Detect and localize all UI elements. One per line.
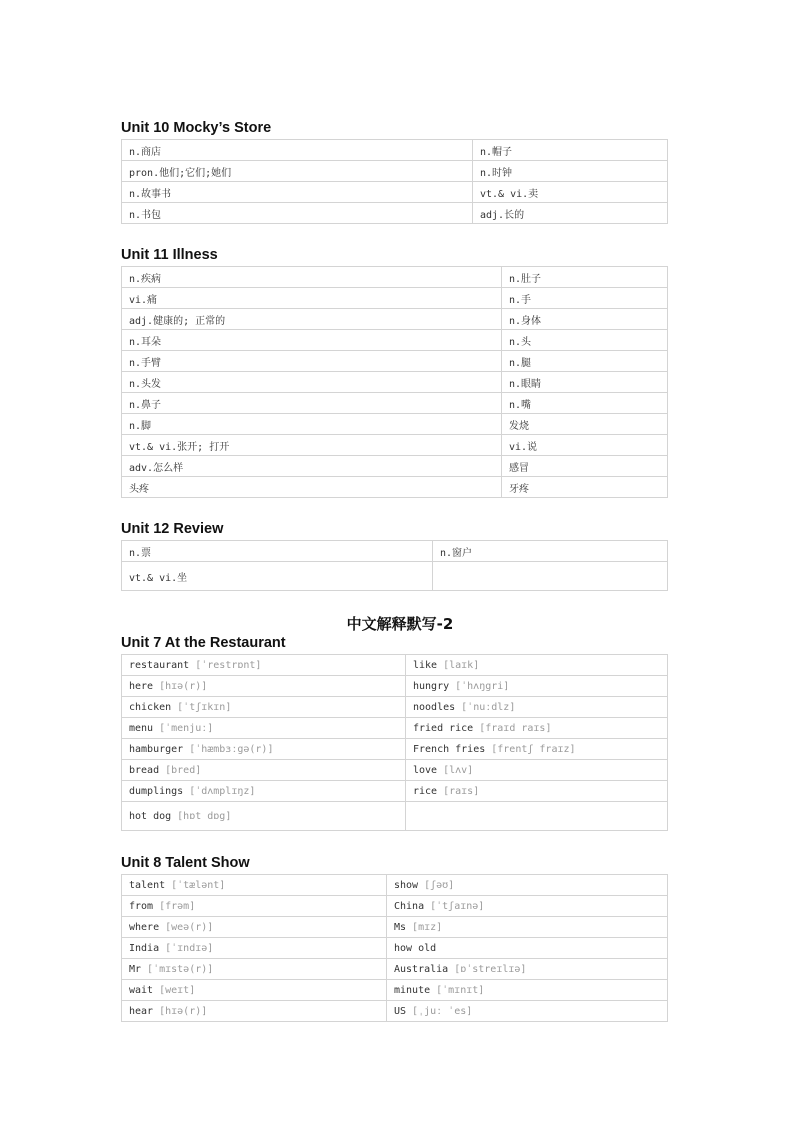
table-row — [122, 541, 668, 562]
table-row — [122, 435, 668, 456]
word-cell — [122, 980, 387, 1001]
definition-cell: n.腿 — [502, 351, 668, 372]
phonetic: [ˈmenjuː] — [159, 722, 214, 734]
word-cell — [406, 760, 668, 781]
table-row — [122, 676, 668, 697]
word-cell — [406, 676, 668, 697]
word: from — [129, 900, 154, 912]
word: hamburger — [129, 743, 184, 755]
definition-cell: pron.他们;它们;她们 — [122, 161, 473, 182]
word-cell — [387, 875, 668, 896]
phonetic: [ˈmɪnɪt] — [436, 984, 485, 996]
definition-cell: n.帽子 — [473, 140, 668, 161]
table-row — [122, 161, 668, 182]
definition-cell: n.头发 — [122, 372, 502, 393]
word-cell — [387, 896, 668, 917]
phonetic: [laɪk] — [443, 659, 480, 671]
word: bread — [129, 764, 160, 776]
table-row — [122, 288, 668, 309]
phonetic: [ˈnuːdlz] — [461, 701, 516, 713]
definition-cell: n.眼睛 — [502, 372, 668, 393]
definition-cell — [433, 562, 668, 591]
table-row — [122, 802, 668, 831]
table-row — [122, 917, 668, 938]
word-cell — [387, 1001, 668, 1022]
word-cell — [406, 697, 668, 718]
definition-cell: n.耳朵 — [122, 330, 502, 351]
phonetic: [ɒˈstreɪlɪə] — [454, 963, 527, 975]
table-row — [122, 477, 668, 498]
definition-cell: n.商店 — [122, 140, 473, 161]
word-cell — [122, 959, 387, 980]
phonetic: [ˈhʌŋgri] — [455, 680, 510, 692]
word-cell — [122, 697, 406, 718]
table-row — [122, 959, 668, 980]
table-row — [122, 351, 668, 372]
word: French fries — [413, 743, 486, 755]
word-cell — [122, 1001, 387, 1022]
word: wait — [129, 984, 154, 996]
definition-cell: n.故事书 — [122, 182, 473, 203]
word-cell — [122, 781, 406, 802]
word: show — [394, 879, 419, 891]
word: hungry — [413, 680, 450, 692]
table-row — [122, 781, 668, 802]
definition-cell: 牙疼 — [502, 477, 668, 498]
table-row — [122, 140, 668, 161]
phonetic: [ˈmɪstə(r)] — [147, 963, 214, 975]
word: minute — [394, 984, 431, 996]
unit12-table — [121, 540, 668, 591]
table-row — [122, 1001, 668, 1022]
definition-cell: 头疼 — [122, 477, 502, 498]
phonetic: [hɪə(r)] — [159, 680, 208, 692]
definition-cell: n.窗户 — [433, 541, 668, 562]
phonetic: [ˈɪndɪə] — [165, 942, 214, 954]
table-row — [122, 697, 668, 718]
phonetic: [ˈtælənt] — [171, 879, 226, 891]
table-row — [122, 896, 668, 917]
phonetic: [fraɪd raɪs] — [479, 722, 552, 734]
table-row — [122, 372, 668, 393]
word: India — [129, 942, 160, 954]
word: dumplings — [129, 785, 184, 797]
word: how old — [394, 942, 437, 954]
table-row — [122, 393, 668, 414]
word: noodles — [413, 701, 456, 713]
word: where — [129, 921, 160, 933]
definition-cell: adj.健康的; 正常的 — [122, 309, 502, 330]
phonetic: [mɪz] — [412, 921, 443, 933]
table-row — [122, 655, 668, 676]
definition-cell: 感冒 — [502, 456, 668, 477]
definition-cell: n.鼻子 — [122, 393, 502, 414]
unit12-title: Unit 12 Review — [121, 521, 224, 537]
phonetic: [ˈhæmbɜːgə(r)] — [189, 743, 274, 755]
table-row — [122, 456, 668, 477]
word: Ms — [394, 921, 407, 933]
definition-cell: n.手臂 — [122, 351, 502, 372]
unit10-table — [121, 139, 668, 224]
section-heading: 中文解释默写-2 — [346, 615, 454, 633]
definition-cell: n.手 — [502, 288, 668, 309]
unit11-title: Unit 11 Illness — [121, 247, 218, 263]
definition-cell: n.疾病 — [122, 267, 502, 288]
unit11-table — [121, 266, 668, 498]
word: restaurant — [129, 659, 190, 671]
word: menu — [129, 722, 154, 734]
unit7-table — [121, 654, 668, 831]
phonetic: [frəm] — [159, 900, 196, 912]
word-cell — [122, 718, 406, 739]
unit8-table — [121, 874, 668, 1022]
unit7-title: Unit 7 At the Restaurant — [121, 635, 286, 651]
definition-cell: vt.& vi.张开; 打开 — [122, 435, 502, 456]
word-cell — [122, 875, 387, 896]
definition-cell: n.头 — [502, 330, 668, 351]
word: hear — [129, 1005, 154, 1017]
phonetic: [ˈrestrɒnt] — [195, 659, 262, 671]
word: here — [129, 680, 154, 692]
word-cell — [387, 980, 668, 1001]
definition-cell: n.身体 — [502, 309, 668, 330]
table-row — [122, 938, 668, 959]
word-cell — [122, 938, 387, 959]
definition-cell: 发烧 — [502, 414, 668, 435]
word: like — [413, 659, 438, 671]
table-row — [122, 875, 668, 896]
word-cell — [122, 917, 387, 938]
phonetic: [bred] — [165, 764, 202, 776]
table-row — [122, 203, 668, 224]
unit10-title: Unit 10 Mocky’s Store — [121, 120, 272, 136]
word: love — [413, 764, 438, 776]
word: Australia — [394, 963, 449, 975]
word-cell — [122, 896, 387, 917]
table-row — [122, 980, 668, 1001]
definition-cell: n.时钟 — [473, 161, 668, 182]
definition-cell: n.票 — [122, 541, 433, 562]
definition-cell: n.肚子 — [502, 267, 668, 288]
definition-cell: n.嘴 — [502, 393, 668, 414]
word-cell — [122, 802, 406, 831]
table-row — [122, 267, 668, 288]
word: Mr — [129, 963, 142, 975]
word-cell — [387, 917, 668, 938]
word-cell — [406, 718, 668, 739]
definition-cell: adj.长的 — [473, 203, 668, 224]
definition-cell: n.脚 — [122, 414, 502, 435]
word: talent — [129, 879, 166, 891]
table-row — [122, 414, 668, 435]
definition-cell: vt.& vi.卖 — [473, 182, 668, 203]
word-cell — [387, 959, 668, 980]
phonetic: [ʃəʊ] — [424, 879, 455, 891]
definition-cell: vi.痛 — [122, 288, 502, 309]
phonetic: [hɒt dɒg] — [177, 810, 232, 822]
word-cell — [387, 938, 668, 959]
word-cell — [406, 655, 668, 676]
phonetic: [ˈdʌmplɪŋz] — [189, 785, 256, 797]
word: China — [394, 900, 425, 912]
phonetic: [ˌjuː ˈes] — [412, 1005, 473, 1017]
phonetic: [hɪə(r)] — [159, 1005, 208, 1017]
table-row — [122, 182, 668, 203]
word-cell — [122, 739, 406, 760]
word-cell — [122, 655, 406, 676]
word-cell — [122, 676, 406, 697]
phonetic: [ˈtʃɪkɪn] — [177, 701, 232, 713]
word: chicken — [129, 701, 172, 713]
phonetic: [ˈtʃaɪnə] — [430, 900, 485, 912]
word-cell — [406, 802, 668, 831]
word: US — [394, 1005, 407, 1017]
table-row — [122, 760, 668, 781]
definition-cell: n.书包 — [122, 203, 473, 224]
definition-cell: adv.怎么样 — [122, 456, 502, 477]
word: hot dog — [129, 810, 172, 822]
table-row — [122, 718, 668, 739]
word-cell — [122, 760, 406, 781]
unit8-title: Unit 8 Talent Show — [121, 855, 250, 871]
definition-cell: vt.& vi.坐 — [122, 562, 433, 591]
table-row — [122, 330, 668, 351]
word-cell — [406, 781, 668, 802]
phonetic: [lʌv] — [443, 764, 474, 776]
phonetic: [weɪt] — [159, 984, 196, 996]
table-row — [122, 739, 668, 760]
phonetic: [frentʃ fraɪz] — [491, 743, 576, 755]
word: fried rice — [413, 722, 474, 734]
phonetic: [weə(r)] — [165, 921, 214, 933]
phonetic: [raɪs] — [443, 785, 480, 797]
table-row — [122, 309, 668, 330]
word: rice — [413, 785, 438, 797]
definition-cell: vi.说 — [502, 435, 668, 456]
table-row — [122, 562, 668, 591]
word-cell — [406, 739, 668, 760]
